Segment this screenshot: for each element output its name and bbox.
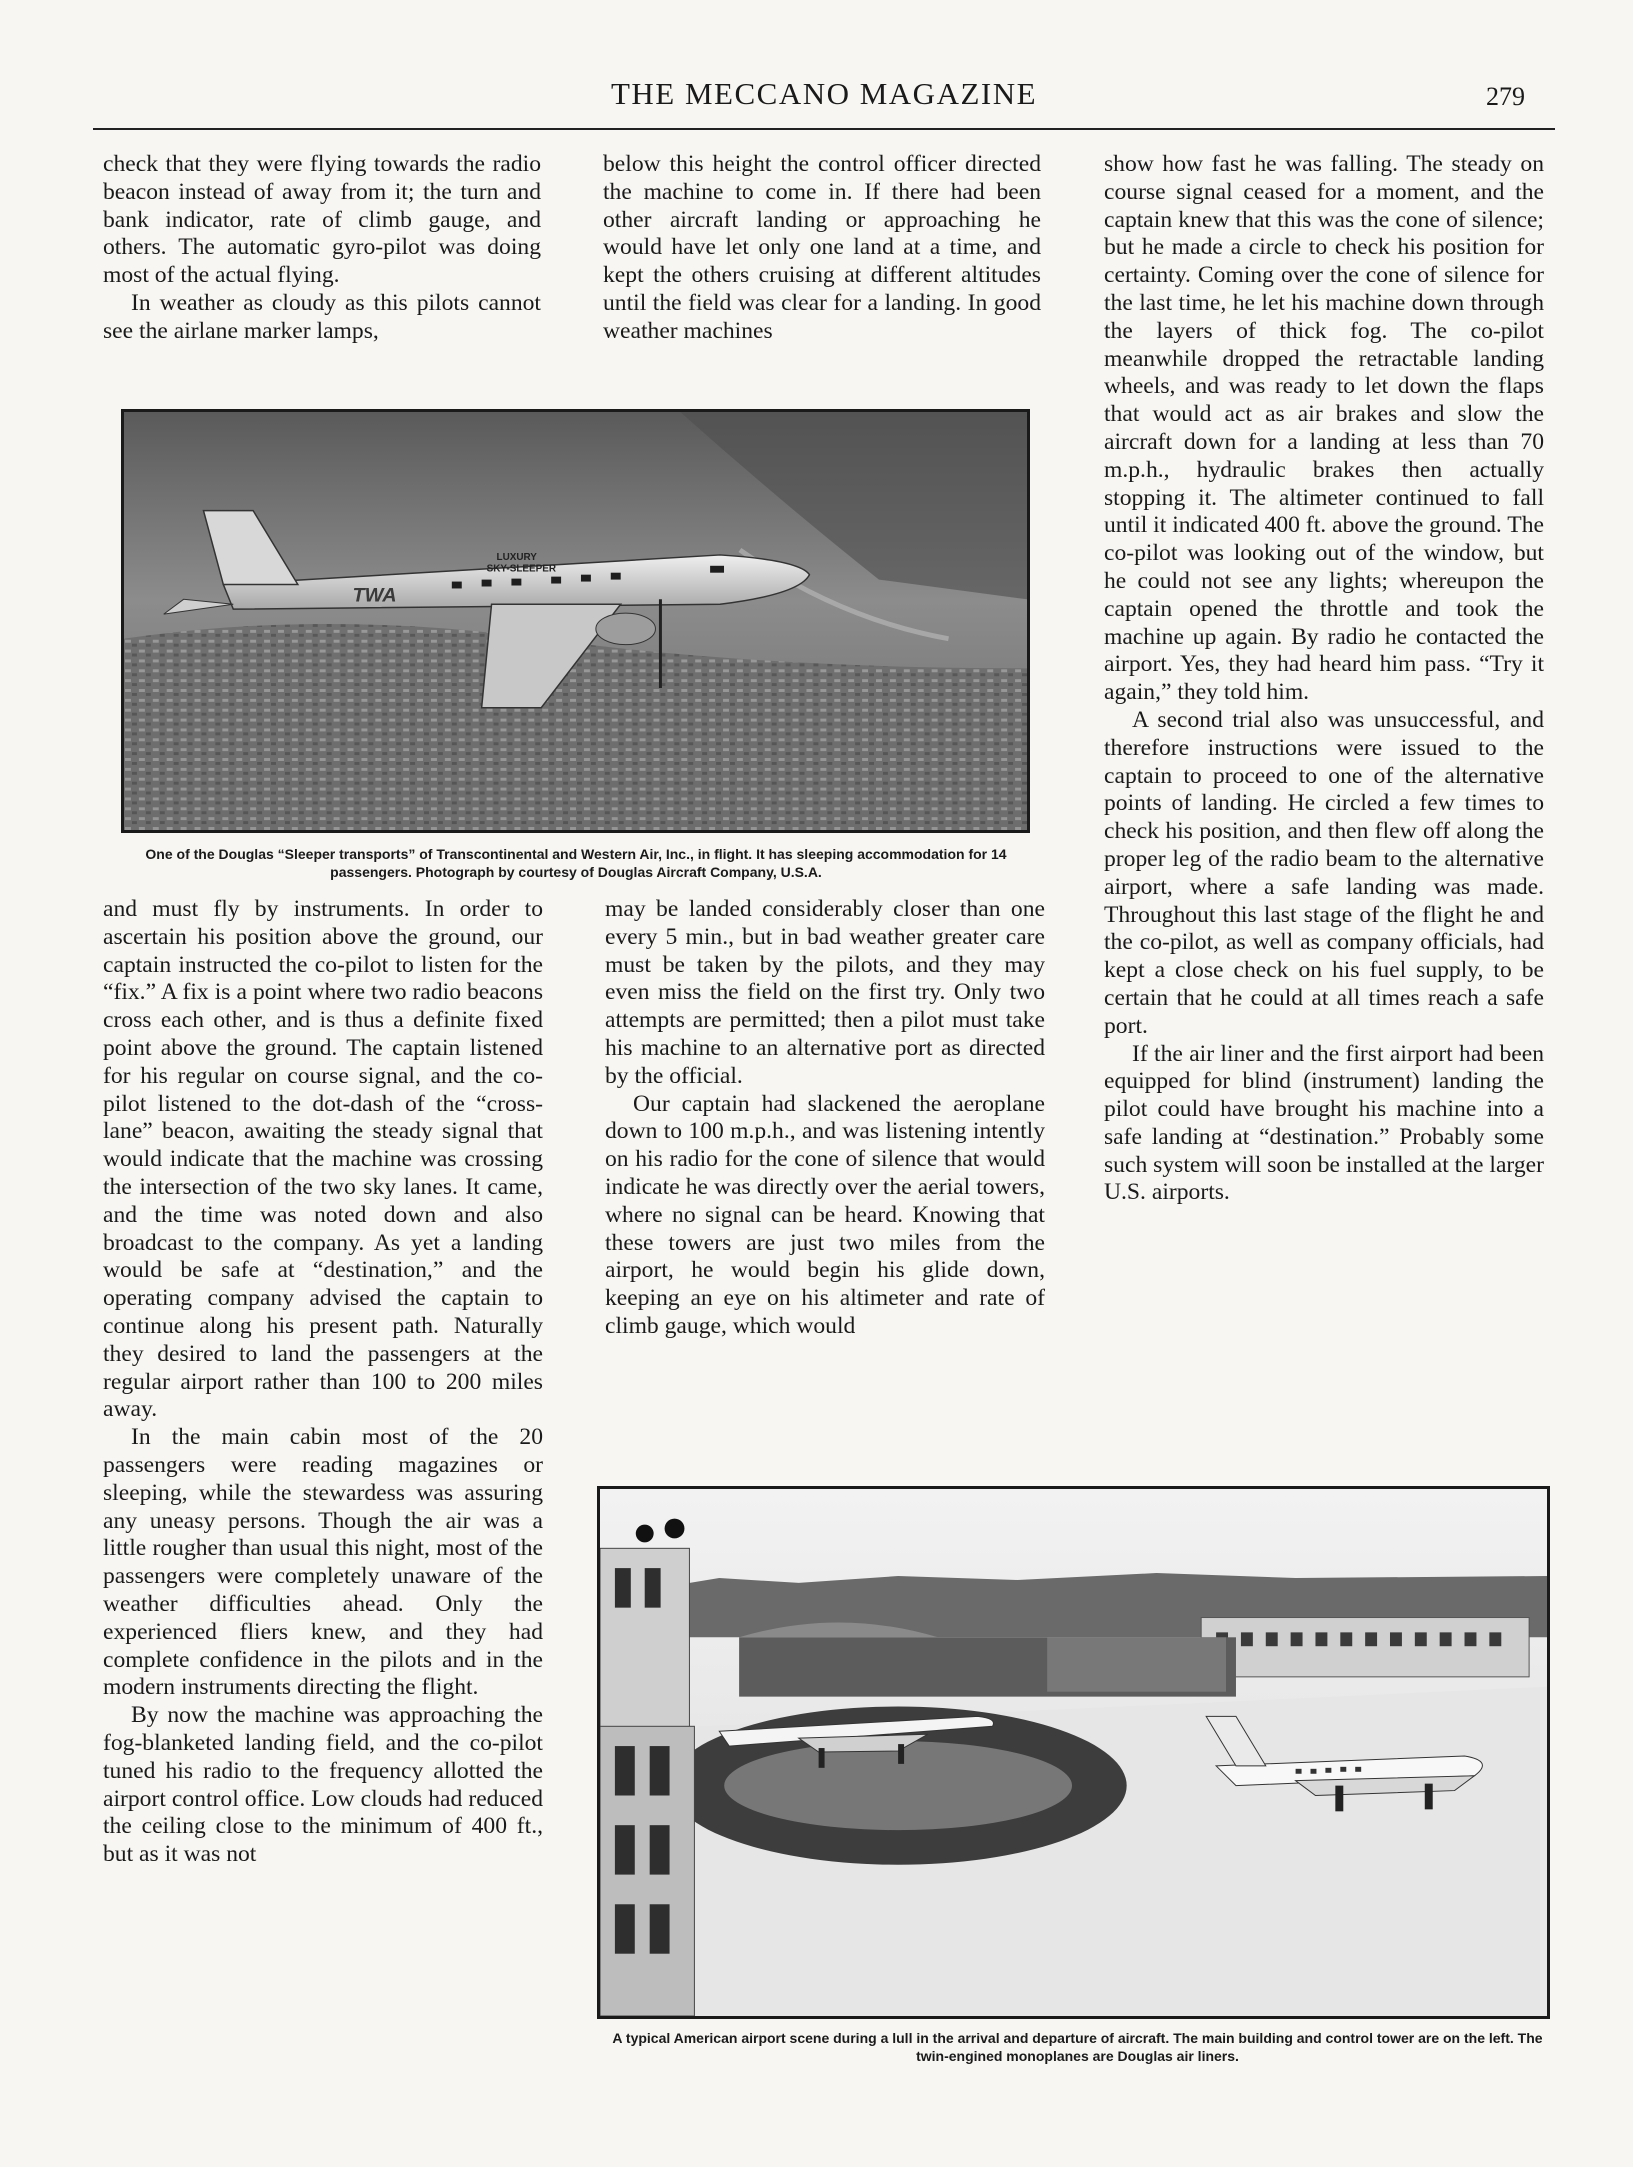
paragraph: A second trial also was unsuccessful, and therefore instructions were issued to the captain to proceed to one of the alternative points of landing. He circled a few times to check his position, and then flew off along the proper leg of the radio beam to the alternative airport, where a safe landing was made. Throughout this last stage of the flight he and the co-pilot, as well as company officials, had kept a close check on his fuel supply, to be certain that he could at all times reach a safe port.: [1104, 706, 1544, 1039]
paragraph: In the main cabin most of the 20 passengers were reading magazines or sleeping, while the stewardess was assuring any uneasy persons. Though the air was a little rougher than usual this night, most of the passengers were completely unaware of the weather difficulties ahead. Only the experienced fliers knew, and they had complete confidence in the pilots and in the modern instruments directing the flight.: [103, 1424, 543, 1701]
header-rule: [93, 128, 1555, 130]
paragraph: In weather as cloudy as this pilots cannot see the airlane marker lamps,: [103, 289, 541, 344]
airport-photo: [597, 1486, 1550, 2019]
paragraph: check that they were flying towards the radio beacon instead of away from it; the turn and bank indicator, rate of climb gauge, and others. The automatic gyro-pilot was doing most of the actual flying.: [103, 151, 541, 289]
page-number: 279: [1486, 82, 1525, 111]
column-1-top: [103, 151, 541, 346]
paragraph: and must fly by instruments. In order to ascertain his position above the ground, our captain instructed the co-pilot to listen for the “fix.” A fix is a point where two radio beacons cross each other, and is thus a definite fixed point above the ground. The captain listened for his regular on course signal, and the co-pilot listened to the dot-dash of the “cross-lane” beacon, awaiting the steady signal that would indicate that the machine was crossing the intersection of the two sky lanes. It came, and the time was noted down and also broadcast to the company. As yet a landing would be safe at “destination,” and the operating company advised the captain to continue along his present path. Naturally they desired to land the passengers at the regular airport rather than 100 to 200 miles away.: [103, 896, 543, 1423]
magazine-title: THE MECCANO MAGAZINE: [610, 76, 1038, 111]
paragraph: By now the machine was approaching the fog-blanketed landing field, and the co-pilot tuned his radio to the frequency allotted the airport control office. Low clouds had reduced the ceiling close to the minimum of 400 ft., but as it was not: [103, 1702, 543, 1868]
paragraph: may be landed considerably closer than one every 5 min., but in bad weather greater care must be taken by the pilots, and they may even miss the field on the first try. Only two attempts are permitted; then a pilot must take his machine to an alternative port as directed by the official.: [605, 896, 1045, 1089]
airport-photo-caption: A typical American airport scene during a lull in the arrival and departure of aircraft. The main building and control tower are on the left. The twin-engined monoplanes are Douglas air liners.: [612, 2030, 1543, 2064]
column-2-top: [603, 151, 1041, 346]
fuselage-label-twa: TWA: [352, 584, 397, 607]
paragraph: If the air liner and the first airport had been equipped for blind (instrument) landing the pilot could have brought his machine into a safe landing at “destination.” Probably some such system will soon be installed at the larger U.S. airports.: [1104, 1040, 1544, 1206]
paragraph: Our captain had slackened the aeroplane down to 100 m.p.h., and was listening intently on his radio for the cone of silence that would indicate he was directly over the aerial towers, where no signal can be heard. Knowing that these towers are just two miles from the airport, he would begin his glide down, keeping an eye on his altimeter and rate of climb gauge, which would: [605, 1090, 1045, 1339]
fuselage-label-sky-sleeper: SKY-SLEEPER: [486, 563, 557, 575]
fuselage-label-luxury: LUXURY: [496, 551, 537, 563]
column-2-bottom: [605, 896, 1045, 1341]
column-1-bottom: [103, 896, 543, 1869]
paragraph: below this height the control officer directed the machine to come in. If there had been other aircraft landing or approaching he would have let only one land at a time, and kept the others cruising at different altitudes until the field was clear for a landing. In good weather machines: [603, 151, 1041, 344]
plane-photo: [121, 409, 1030, 833]
paragraph: show how fast he was falling. The steady on course signal ceased for a moment, and the captain knew that this was the cone of silence; but he made a circle to check his position for certainty. Coming over the cone of silence for the last time, he let his machine down through the layers of thick fog. The co-pilot meanwhile dropped the retractable landing wheels, and was ready to let down the flaps that would act as air brakes and slow the aircraft down for a landing at less than 70 m.p.h., hydraulic brakes then actually stopping it. The altimeter continued to fall until it indicated 400 ft. above the ground. The co-pilot was looking out of the window, but he could not see any lights; whereupon the captain opened the throttle and took the machine up again. By radio he contacted the airport. Yes, they had heard him pass. “Try it again,” they told him.: [1104, 151, 1544, 706]
page-header: [93, 76, 1555, 116]
plane-photo-caption: One of the Douglas “Sleeper transports” of Transcontinental and Western Air, Inc., in flight. It has sleeping accommodation for 14 passengers. Photograph by courtesy of Douglas Aircraft Company, U.S.A.: [145, 846, 1007, 880]
column-3: [1104, 151, 1544, 1207]
